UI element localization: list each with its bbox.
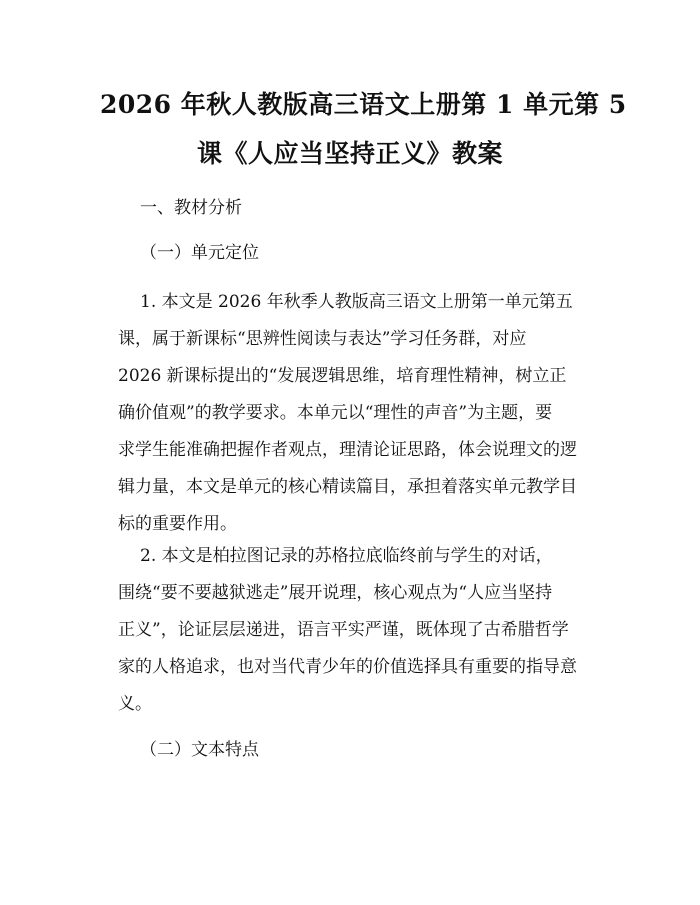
- paragraph-1-line: 2026 新课标提出的“发展逻辑思维，培育理性精神，树立正: [118, 366, 567, 386]
- paragraph-2-line: 家的人格追求，也对当代青少年的价值选择具有重要的指导意: [118, 657, 577, 677]
- paragraph-2-line: 围绕“要不要越狱逃走”展开说理，核心观点为“人应当坚持: [118, 583, 553, 603]
- paragraph-1-line: 求学生能准确把握作者观点，理清论证思路，体会说理文的逻: [118, 440, 577, 460]
- paragraph-1: [118, 284, 593, 543]
- paragraph-1-line: 1. 本文是 2026 年秋季人教版高三语文上册第一单元第五: [140, 292, 573, 312]
- title-line-1: 2026 年秋人教版高三语文上册第 1 单元第 5: [100, 90, 627, 119]
- paragraph-2: [118, 538, 593, 723]
- document-title: [100, 80, 627, 178]
- subsection-heading-unit-positioning: （一）单元定位: [140, 243, 259, 263]
- paragraph-1-line: 课，属于新课标“思辨性阅读与表达”学习任务群，对应: [118, 329, 527, 349]
- paragraph-2-line: 义。: [118, 694, 152, 714]
- subsection-heading-text-features: （二）文本特点: [140, 740, 259, 760]
- paragraph-2-line: 2. 本文是柏拉图记录的苏格拉底临终前与学生的对话，: [140, 546, 553, 566]
- paragraph-1-line: 标的重要作用。: [118, 514, 237, 534]
- paragraph-1-line: 确价值观”的教学要求。本单元以“理性的声音”为主题，要: [118, 403, 553, 423]
- paragraph-2-line: 正义”，论证层层递进，语言平实严谨，既体现了古希腊哲学: [118, 620, 569, 640]
- title-line-2: 课《人应当坚持正义》教案: [196, 139, 503, 168]
- section-heading-teaching-material-analysis: 一、教材分析: [140, 198, 242, 218]
- paragraph-1-line: 辑力量，本文是单元的核心精读篇目，承担着落实单元教学目: [118, 477, 577, 497]
